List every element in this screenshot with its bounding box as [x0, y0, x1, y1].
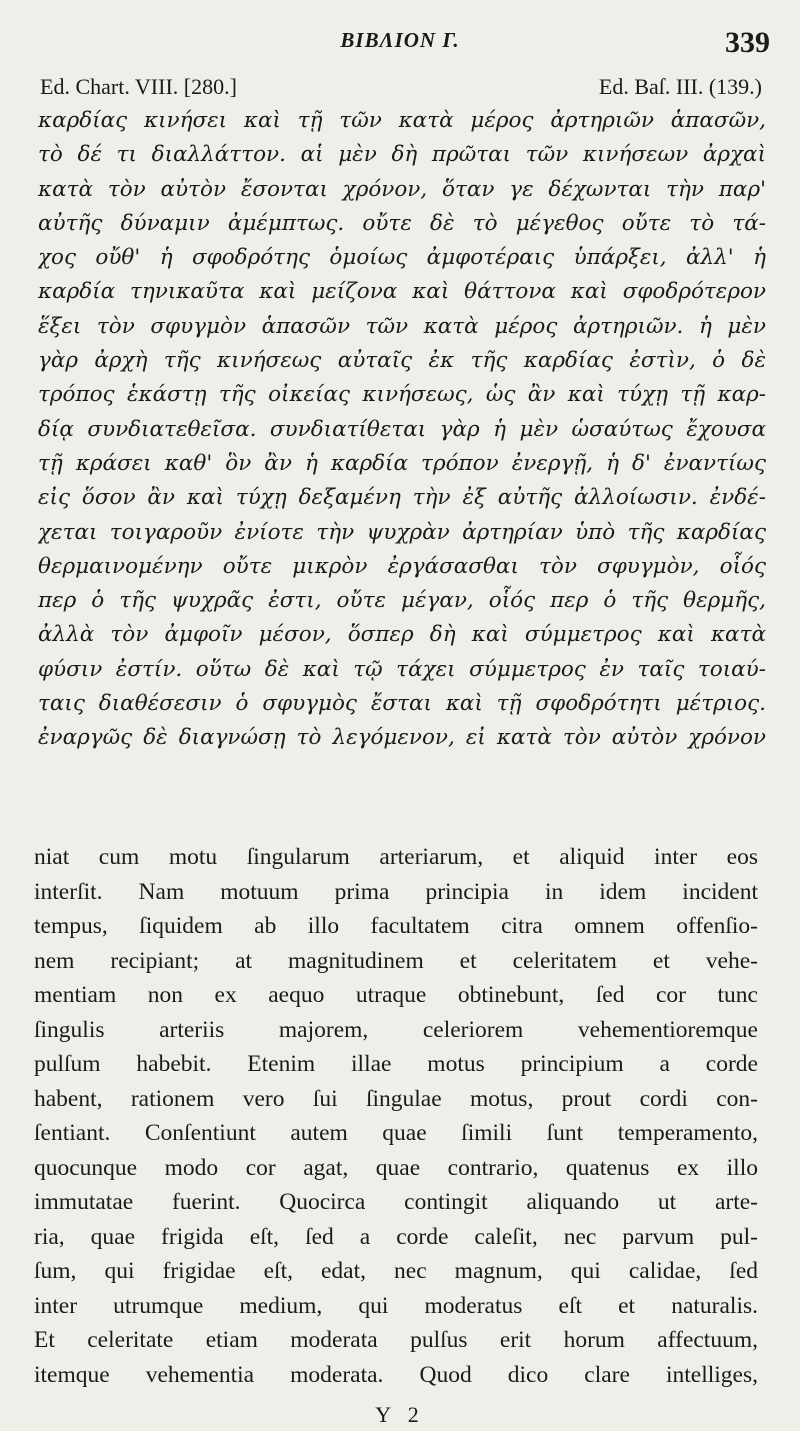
greek-line: χεται τοιγαροῦν ἐνίοτε τὴν ψυχρὰν ἀρτηρίαν ὑπὸ τῆς καρδίας: [38, 519, 766, 545]
latin-line: habent, rationem vero ſui ſingulae motus, prout cordi con-: [34, 1085, 758, 1112]
latin-line: ſentiant. Conſentiunt autem quae ſimili ſunt temperamento,: [34, 1120, 758, 1146]
latin-line: Et celeritate etiam moderata pulſus erit horum affectuum,: [34, 1327, 758, 1353]
page-number: 339: [725, 26, 770, 59]
latin-line: ſum, qui frigidae eſt, edat, nec magnum, qui calidae, ſed: [34, 1258, 758, 1284]
latin-line: immutatae fuerint. Quocirca contingit aliquando ut arte-: [34, 1189, 758, 1215]
greek-line: αὐτῆς δύναμιν ἀμέμπτως. οὔτε δὲ τὸ μέγεθος οὔτε τὸ τά-: [38, 210, 766, 236]
latin-line: mentiam non ex aequo utraque obtinebunt, ſed cor tunc: [34, 982, 758, 1008]
greek-line: ἐναργῶς δὲ διαγνώσῃ τὸ λεγόμενον, εἰ κατὰ τὸν αὐτὸν χρόνον: [38, 725, 766, 751]
greek-line: καρδίας κινήσει καὶ τῇ τῶν κατὰ μέρος ἀρτηριῶν ἁπασῶν,: [38, 108, 766, 133]
latin-line: quocunque modo cor agat, quae contrario, quatenus ex illo: [34, 1154, 758, 1181]
latin-text-block: [34, 840, 758, 1392]
greek-line: τῇ κράσει καθ' ὃν ἂν ἡ καρδία τρόπον ἐνεργῇ, ἡ δ' ἐναντίως: [38, 450, 766, 476]
latin-line: tempus, ſiquidem ab illo facultatem citra omnem offenſio-: [34, 913, 758, 939]
latin-line: interſit. Nam motuum prima principia in idem incident: [34, 878, 758, 905]
greek-line: εἰς ὅσον ἂν καὶ τύχῃ δεξαμένη τὴν ἐξ αὐτῆς ἀλλοίωσιν. ἐνδέ-: [38, 485, 766, 511]
greek-line: περ ὁ τῆς ψυχρᾶς ἐστι, οὔτε μέγαν, οἷός περ ὁ τῆς θερμῆς,: [38, 588, 766, 614]
latin-line: itemque vehementia moderata. Quod dico clare intelliges,: [34, 1361, 758, 1388]
greek-line: ἕξει τὸν σφυγμὸν ἁπασῶν τῶν κατὰ μέρος ἀρτηριῶν. ἡ μὲν: [38, 313, 766, 339]
greek-line: χος οὔθ' ἡ σφοδρότης ὁμοίως ἀμφοτέραις ὑπάρξει, ἀλλ' ἡ: [38, 245, 766, 271]
greek-line: φύσιν ἐστίν. οὕτω δὲ καὶ τῷ τάχει σύμμετρος ἐν ταῖς τοιαύ-: [38, 656, 766, 682]
latin-line: nem recipiant; at magnitudinem et celeritatem et vehe-: [34, 947, 758, 974]
greek-text-block: [38, 104, 766, 756]
signature-mark: Y 2: [375, 1402, 425, 1427]
latin-line: niat cum motu ſingularum arteriarum, et aliquid inter eos: [34, 844, 758, 870]
latin-line: pulſum habebit. Etenim illae motus principium a corde: [34, 1051, 758, 1077]
edition-reference-chartier: Ed. Chart. VIII. [280.]: [40, 74, 237, 99]
greek-line: δίᾳ συνδιατεθεῖσα. συνδιατίθεται γὰρ ἡ μὲν ὡσαύτως ἔχουσα: [38, 416, 766, 442]
greek-line: θερμαινομένην οὔτε μικρὸν ἐργάσασθαι τὸν σφυγμὸν, οἷός: [38, 553, 766, 579]
greek-line: τρόπος ἑκάστῃ τῆς οἰκείας κινήσεως, ὡς ἂν καὶ τύχῃ τῇ καρ-: [38, 382, 766, 408]
latin-line: ſingulis arteriis majorem, celeriorem vehementioremque: [34, 1016, 758, 1043]
latin-line: inter utrumque medium, qui moderatus eſt et naturalis.: [34, 1292, 758, 1319]
greek-line: ταις διαθέσεσιν ὁ σφυγμὸς ἔσται καὶ τῇ σφοδρότητι μέτριος.: [38, 691, 766, 717]
running-title: BIBΛΙΟΝ Γ.: [340, 28, 460, 52]
greek-line: καρδία τηνικαῦτα καὶ μείζονα καὶ θάττονα καὶ σφοδρότερον: [38, 279, 766, 305]
greek-line: γὰρ ἀρχὴ τῆς κινήσεως αὐταῖς ἐκ τῆς καρδίας ἐστὶν, ὁ δὲ: [38, 348, 766, 374]
latin-line: ria, quae frigida eſt, ſed a corde caleſit, nec parvum pul-: [34, 1223, 758, 1250]
greek-line: κατὰ τὸν αὐτὸν ἔσονται χρόνον, ὅταν γε δέχωνται τὴν παρ': [38, 176, 766, 202]
edition-reference-basel: Ed. Baſ. III. (139.): [598, 74, 762, 99]
greek-line: τὸ δέ τι διαλλάττον. αἱ μὲν δὴ πρῶται τῶν κινήσεων ἀρχαὶ: [38, 142, 766, 168]
greek-line: ἀλλὰ τὸν ἀμφοῖν μέσον, ὅσπερ δὴ καὶ σύμμετρος καὶ κατὰ: [38, 622, 766, 648]
